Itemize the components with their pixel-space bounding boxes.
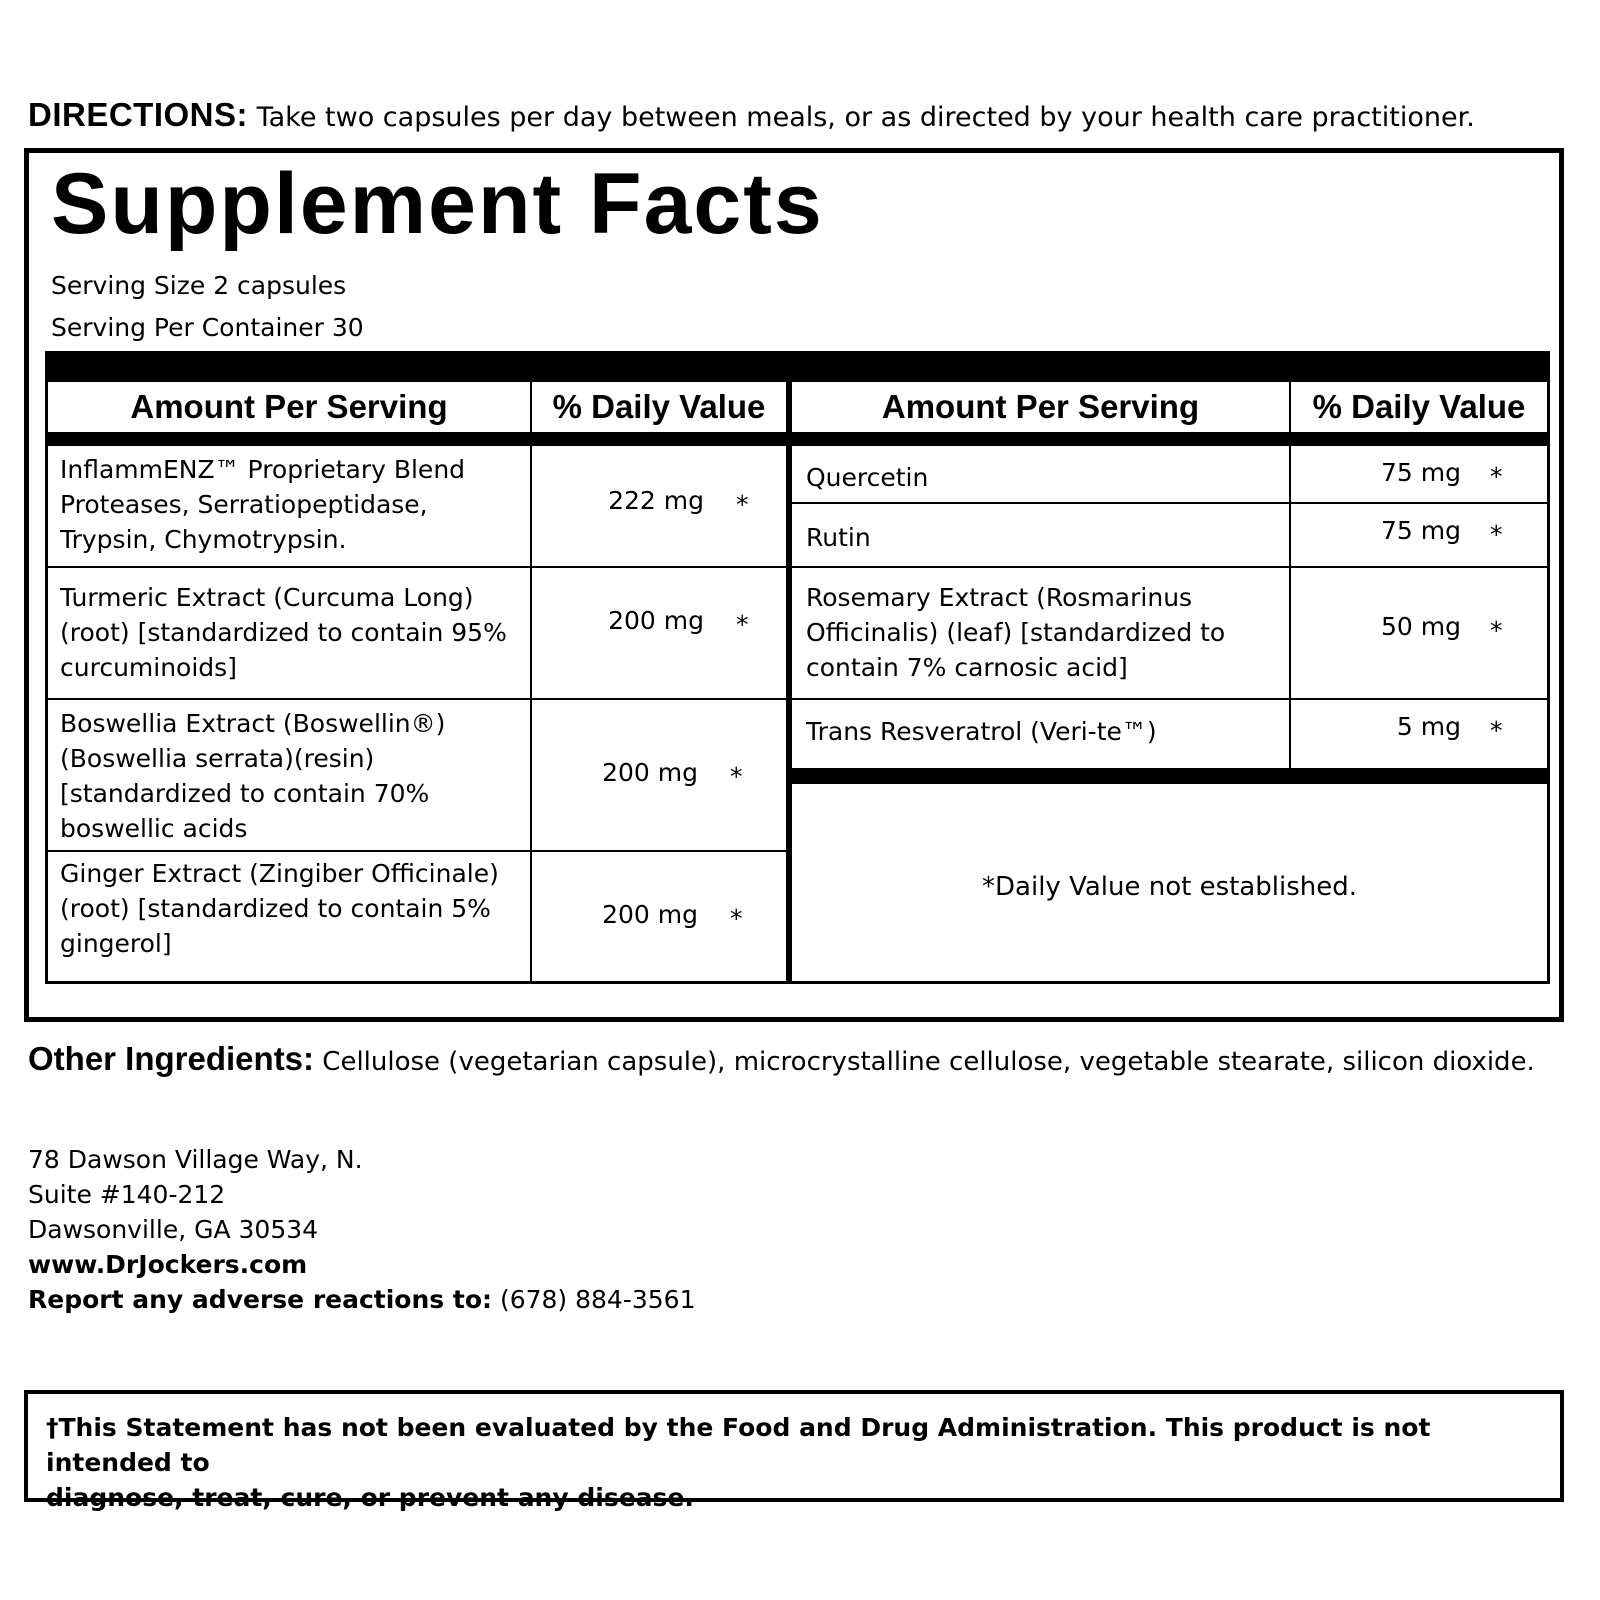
company-address (28, 1142, 696, 1317)
amount-value: 222 mg (608, 486, 704, 515)
address-line1: 78 Dawson Village Way, N. (28, 1145, 363, 1174)
directions-text: Take two capsules per day between meals, or as directed by your health care practitioner. (256, 102, 1475, 133)
amount-value: 75 mg (1381, 458, 1461, 487)
left-header-bar (48, 432, 786, 446)
website-link[interactable]: www.DrJockers.com (28, 1250, 308, 1279)
dv-value: * (736, 490, 749, 519)
amount-value: 50 mg (1381, 612, 1461, 641)
address-line2: Suite #140-212 (28, 1180, 226, 1209)
table-row: Boswellia Extract (Boswellin®) (Boswellia serrata)(resin) [standardized to contain 70% boswellic acids (60, 709, 446, 843)
address-line3: Dawsonville, GA 30534 (28, 1215, 319, 1244)
dv-value: * (1490, 520, 1503, 549)
amount-value: 200 mg (608, 606, 704, 635)
amount-value: 5 mg (1396, 712, 1461, 741)
amount-value: 200 mg (602, 758, 698, 787)
dv-value: * (730, 904, 743, 933)
left-column (45, 379, 789, 984)
left-header-dv: % Daily Value (552, 388, 766, 425)
other-ingredients (28, 1040, 1535, 1078)
facts-title: Supplement Facts (51, 156, 824, 252)
table-row: Turmeric Extract (Curcuma Long) (root) [standardized to contain 95% curcuminoids] (60, 583, 507, 682)
report-phone: (678) 884-3561 (499, 1285, 696, 1314)
left-header-amount: Amount Per Serving (130, 388, 448, 425)
dv-value: * (1490, 462, 1503, 491)
dv-value: * (736, 610, 749, 639)
right-header-bar (792, 432, 1547, 446)
table-row: InflammENZ™ Proprietary Blend Proteases, Serratiopeptidase, Trypsin, Chymotrypsin. (60, 455, 466, 554)
other-ingredients-label: Other Ingredients: (28, 1040, 315, 1077)
right-header-dv: % Daily Value (1312, 388, 1526, 425)
daily-value-note: *Daily Value not established. (982, 872, 1357, 902)
right-bottom-bar (792, 768, 1547, 784)
right-header-amount: Amount Per Serving (881, 388, 1200, 425)
other-ingredients-text: Cellulose (vegetarian capsule), microcrystalline cellulose, vegetable stearate, silicon dioxide. (322, 1047, 1535, 1077)
supplement-facts-panel (24, 148, 1564, 1022)
dv-value: * (1490, 716, 1503, 745)
report-label: Report any adverse reactions to: (28, 1285, 492, 1314)
directions-label: DIRECTIONS: (28, 96, 248, 133)
dv-value: * (1490, 616, 1503, 645)
table-row: Rosemary Extract (Rosmarinus Officinalis) (leaf) [standardized to contain 7% carnosic acid] (806, 583, 1226, 682)
dv-value: * (730, 762, 743, 791)
table-row: Rutin (806, 523, 871, 552)
left-column-divider (530, 382, 532, 981)
table-row: Trans Resveratrol (Veri-te™) (806, 717, 1157, 746)
right-column (789, 379, 1550, 984)
table-row: Ginger Extract (Zingiber Officinale) (root) [standardized to contain 5% gingerol] (60, 859, 499, 958)
table-row: Quercetin (806, 463, 929, 492)
fda-disclaimer-text: †This Statement has not been evaluated by the Food and Drug Administration. This product is not intended to diagnose, treat, cure, or prevent any disease. (46, 1413, 1431, 1512)
serving-size: Serving Size 2 capsules (51, 271, 347, 300)
amount-value: 200 mg (602, 900, 698, 929)
directions (28, 96, 1475, 134)
amount-value: 75 mg (1381, 516, 1461, 545)
top-thick-bar (45, 351, 1550, 381)
fda-disclaimer-box (24, 1390, 1564, 1512)
servings-per-container: Serving Per Container 30 (51, 313, 364, 342)
